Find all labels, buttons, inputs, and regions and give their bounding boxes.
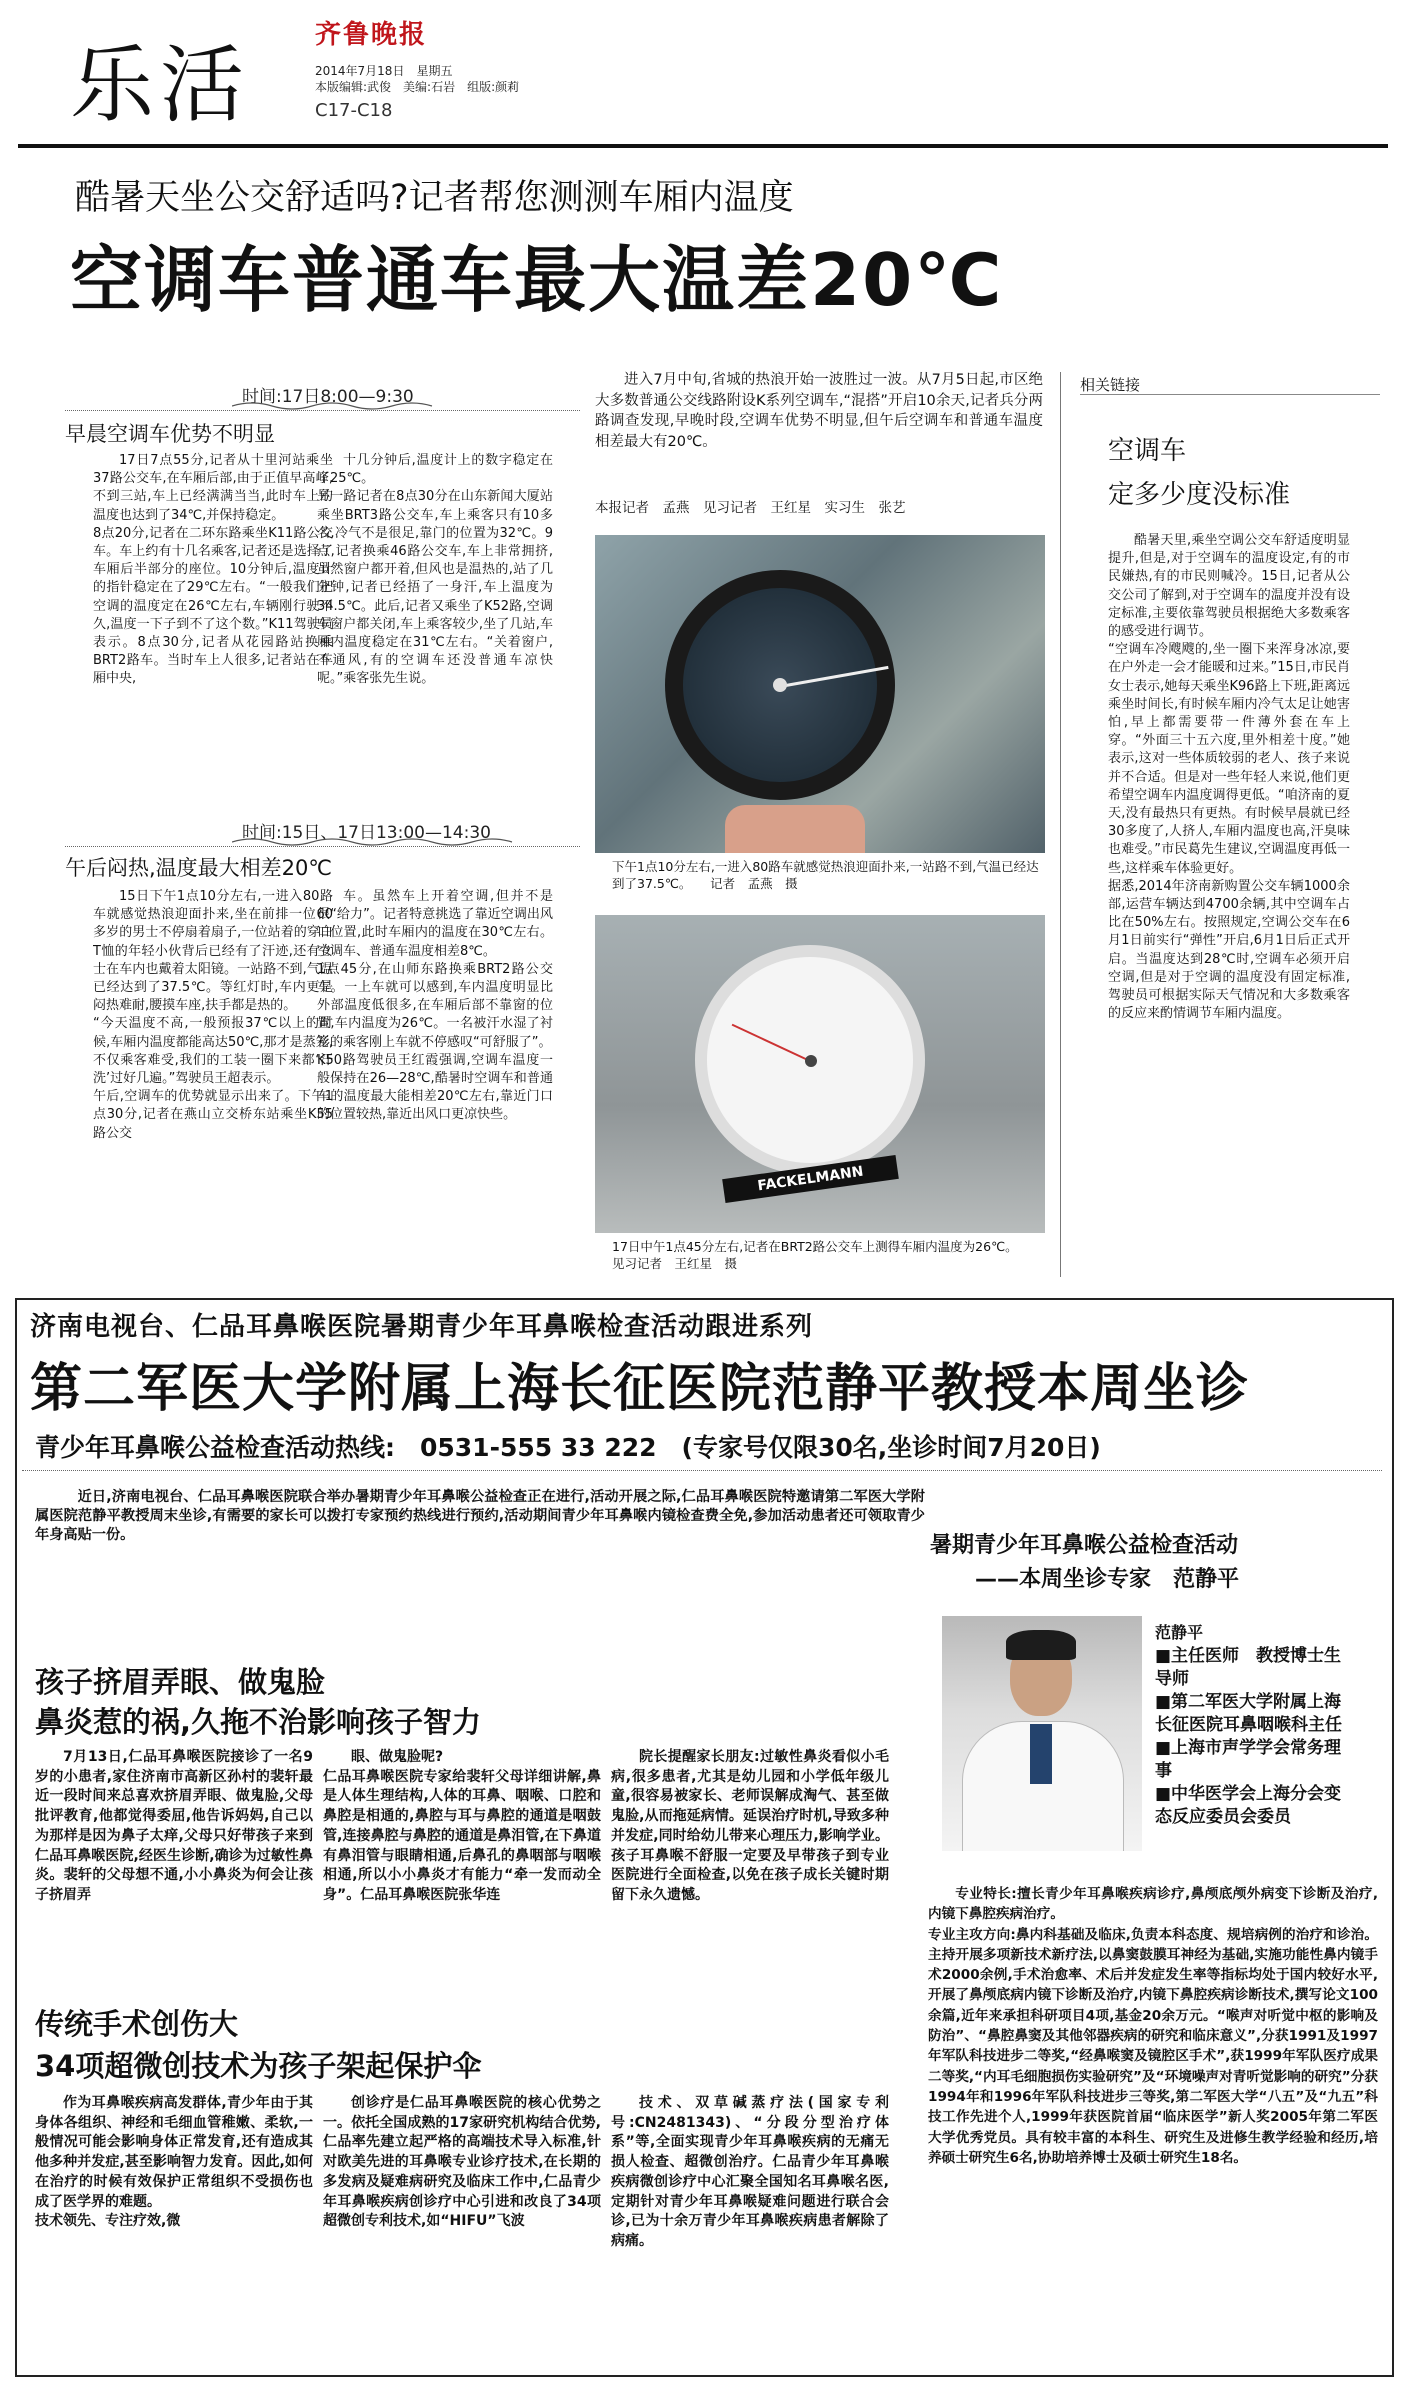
ad-intro: 近日,济南电视台、仁品耳鼻喉医院联合举办暑期青少年耳鼻喉公益检查正在进行,活动开展之际,仁品耳鼻喉医院特邀请第二军医大学附属医院范静平教授周末坐诊,有需要的家长可以拨打专家预约热线进行预约,活动期间青少年耳鼻喉内镜检查费全免,参加活动患者还可领取青少年身高贴一份。 (35, 1489, 925, 1543)
credential-item: ■中华医学会上海分会变态反应委员会委员 (1155, 1784, 1342, 1827)
sidebar-body: 酷暑天里,乘坐空调公交车舒适度明显提升,但是,对于空调车的温度设定,有的市民嫌热,有的市民则喊冷。15日,记者从公交公司了解到,对于空调车的温度并没有设定标准,主要依靠驾驶员根据绝大多数乘客的感受进行调节。 “空调车冷飕飕的,坐一圈下来浑身冰凉,要在户外走一会才能暖和过来。”15日,市民肖女士表示,她每天乘坐K96路上下班,距离远乘坐时间长,有时候车厢内冷气太足让她害怕,早上都需要带一件薄外套在车上穿。“外面三十五六度,里外相差十度。”她表示,这对一些体质较弱的老人、孩子来说并不合适。但是对一些年轻人来说,他们更希望空调车内温度调得更低。“咱济南的夏天,没有最热只有更热。有时候早晨就已经30多度了,人挤人,车厢内温度也高,汗臭味也难受。”市民葛先生建议,空调温度再低一些,这样乘车体验更好。 据悉,2014年济南新购置公交车辆1000余部,运营车辆达到4700余辆,其中空调车占比在50%左右。按照规定,空调公交车在6月1日前实行“弹性”开启,6月1日后正式开启。当温度达到28℃时,空调车必须开启空调,但是对于空调的温度没有固定标准,驾驶员可根据实际天气情况和大多数乘客的反应来酌情调节车厢内温度。 (1108, 533, 1350, 1022)
expert-biography: 专业特长:擅长青少年耳鼻喉疾病诊疗,鼻颅底颅外病变下诊断及治疗,内镜下鼻腔疾病治疗。 专业主攻方向:鼻内科基础及临床,负责本科态度、规培病例的治疗和诊治。主持开展多项新技术新疗法,以鼻窦鼓膜耳神经为基础,实施功能性鼻内镜手术2000余例,手术治愈率、术后并发症发生率等指标均处于国内较好水平,开展了鼻颅底病内镜下诊断及治疗,内镜下鼻腔疾病诊断技术,撰写论文100余篇,近年来承担科研项目4项,基金20余万元。“喉声对听觉中枢的影响及防治”、“鼻腔鼻窦及其他邻器疾病的研究和临床意义”,分获1991及1997年军队科技进步二等奖,“经鼻喉窦及镜腔区手术”,获1999年军队医疗成果二等奖,“内耳毛细胞损伤实验研究”及“环境噪声对青听觉影响的研究”分获1994年和1996年军队科技进步三等奖,第二军医大学“八五”及“九五”科技工作先进个人,1999年获医院首届“临床医学”新人奖2005年第二军医大学优秀党员。具有较丰富的本科生、研究生及进修生教学经验和经历,培养硕士研究生6名,协助培养博士及硕士研究生18名。 (928, 1886, 1378, 2166)
ad-divider (22, 1470, 1382, 1472)
credential-item: ■第二军医大学附属上海长征医院耳鼻咽喉科主任 (1155, 1692, 1342, 1735)
morning-heading: 早晨空调车优势不明显 (65, 422, 275, 446)
thermometer-photo-top (595, 535, 1045, 853)
morning-time-label: 时间:17日8:00—9:30 (242, 387, 414, 407)
afternoon-heading: 午后闷热,温度最大相差20℃ (65, 856, 332, 880)
morning-time-stamp (242, 382, 472, 406)
ad-subhead1-line1: 孩子挤眉弄眼、做鬼脸 (35, 1665, 326, 1699)
lead-paragraph: 进入7月中旬,省城的热浪开始一波胜过一波。从7月5日起,市区绝大多数普通公交线路附设K系列空调车,“混搭”开启10余天,记者兵分两路调查发现,早晚时段,空调车优势不明显,但午后空调车和普通车温度相差最大有20℃。 (595, 372, 1043, 450)
hand-shape (725, 805, 865, 853)
ad-subhead2-line2: 34项超微创技术为孩子架起保护伞 (35, 2049, 482, 2083)
expert-name: 范静平 (1155, 1623, 1204, 1642)
afternoon-column-1: 15日下午1点10分左右,一进入80路车就感觉热浪迎面扑来,坐在前排一位60多岁的男士不停扇着扇子,一位站着的穿白T恤的年轻小伙背后已经有了汗迹,还有女士在车内也戴着太阳镜。一站路不到,气温已经达到了37.5℃。等红灯时,车内更是闷热难耐,腰摸车座,扶手都是热的。 “今天温度不高,一般预报37℃以上的时候,车厢内温度都能高达50℃,那才是蒸笼,不仅乘客难受,我们的工装一圈下来都‘汗洗’过好几遍。”驾驶员王超表示。 午后,空调车的优势就显示出来了。下午1点30分,记者在燕山立交桥东站乘坐K55路公交 (93, 889, 333, 1141)
headline-title: 空调车普通车最大温差20℃ (70, 238, 1004, 322)
credential-item: ■上海市声学学会常务理事 (1155, 1738, 1342, 1781)
expert-box-title2: ——本周坐诊专家 范静平 (975, 1567, 1240, 1592)
newspaper-logo: 齐鲁晚报 (315, 20, 428, 50)
afternoon-column-2: 车。虽然车上开着空调,但并不是很“给力”。记者特意挑选了靠近空调出风口位置,此时车厢内的温度在30℃左右。空调车、普通车温度相差8℃。 1点45分,在山师东路换乘BRT2路公交车。一上车就可以感到,车内温度明显比外部温度低很多,在车厢后部不靠窗的位置,车内温度为26℃。一名被汗水湿了衬衫的乘客刚上车就不停感叹“可舒服了”。 K50路驾驶员王红霞强调,空调车温度一般保持在26—28℃,酷暑时空调车和普通车的温度最大能相差20℃左右,靠近门口的位置较热,靠近出风口更凉快些。 (317, 889, 553, 1123)
thermometer-dial-icon (665, 570, 895, 800)
thermometer-dial-icon (695, 945, 925, 1175)
editor-credits: 本版编辑:武俊 美编:石岩 组版:颜莉 (315, 80, 520, 94)
ad-sub2-column-1: 作为耳鼻喉疾病高发群体,青少年由于其身体各组织、神经和毛细血管稚嫩、柔软,一般情况可能会影响身体正常发育,还有造成其他多种并发症,甚至影响智力发育。因此,如何在治疗的时候有效保护正常组织不受损伤也成了医学界的难题。 技术领先、专注疗效,微 (35, 2095, 313, 2230)
expert-portrait (942, 1616, 1142, 1851)
thermometer-photo-bottom (595, 915, 1045, 1233)
afternoon-time-stamp (242, 818, 552, 842)
ad-sub1-column-1: 7月13日,仁品耳鼻喉医院接诊了一名9岁的小患者,家住济南市高新区孙村的裴轩最近一段时间来总喜欢挤眉弄眼、做鬼脸,父母批评教育,他都觉得委屈,他告诉妈妈,自己以为那样是因为鼻子太痒,父母只好带孩子来到仁品耳鼻喉医院,经医生诊断,确诊为过敏性鼻炎。裴轩的父母想不通,小小鼻炎为何会让孩子挤眉弄 (35, 1749, 313, 1903)
ad-sub2-column-3: 技术、双草碱蒸疗法(国家专利号:CN2481343)、“分段分型治疗体系”等,全面实现青少年耳鼻喉疾病的无痛无损人检查、超微创治疗。仁品青少年耳鼻喉疾病微创诊疗中心汇聚全国知名耳鼻喉名医,定期针对青少年耳鼻喉疑难问题进行联合会诊,已为十余万青少年耳鼻喉疾病患者解除了病痛。 (611, 2095, 889, 2249)
photo-caption-top: 下午1点10分左右,一进入80路车就感觉热浪迎面扑来,一站路不到,气温已经达到了37.5℃。 记者 孟燕 摄 (612, 859, 1039, 891)
ad-sub1-column-3: 院长提醒家长朋友:过敏性鼻炎看似小毛病,很多患者,尤其是幼儿园和小学低年级儿童,很容易被家长、老师误解成淘气、甚至做鬼脸,从而拖延病情。延误治疗时机,导致多种并发症,同时给幼儿带来心理压力,影响学业。孩子耳鼻喉不舒服一定要及早带孩子到专业医院进行全面检查,以免在孩子成长关键时期留下永久遗憾。 (611, 1749, 889, 1903)
afternoon-time-label: 时间:15日、17日13:00—14:30 (242, 823, 491, 843)
afternoon-divider (65, 846, 580, 848)
credential-item: ■主任医师 教授博士生导师 (1155, 1646, 1342, 1689)
masthead-rule (18, 144, 1388, 148)
morning-column-2: 十几分钟后,温度计上的数字稳定在了25℃。 另一路记者在8点30分在山东新闻大厦站乘坐BRT3路公交车,车上乘客只有10多名,冷气不是很足,靠门的位置为32℃。9点,记者换乘46路公交车,车上非常拥挤,虽然窗户都开着,但风也是温热的,站了几分钟,记者已经捂了一身汗,车上温度为34.5℃。此后,记者又乘坐了K52路,空调车窗户都关闭,车上乘客较少,坐了几站,车厢内温度稳定在31℃左右。“关着窗户,不通风,有的空调车还没普通车凉快呢。”乘客张先生说。 (317, 453, 553, 687)
morning-column-1: 17日7点55分,记者从十里河站乘坐37路公交车,在车厢后部,由于正值早高峰,不到三站,车上已经满满当当,此时车上的温度也达到了34℃,并保持稳定。 8点20分,记者在二环东路乘坐K11路公交车。车上约有十几名乘客,记者还是选择了车厢后半部分的座位。10分钟后,温度计的指针稳定在了29℃左右。“一般我们把空调的温度定在26℃左右,车辆刚行驶不久,温度一下子到不了这个数。”K11驾驶员表示。8点30分,记者从花园路站换乘BRT2路车。当时车上人很多,记者站在车厢中央, (93, 453, 333, 687)
morning-divider (65, 410, 580, 412)
expert-credentials (1155, 1645, 1355, 1829)
ad-header: 济南电视台、仁品耳鼻喉医院暑期青少年耳鼻喉检查活动跟进系列 (30, 1312, 814, 1342)
section-title: 乐活 (70, 36, 251, 134)
ad-sub2-column-2: 创诊疗是仁品耳鼻喉医院的核心优势之一。依托全国成熟的17家研究机构结合优势,仁品率先建立起严格的高端技术导入标准,针对欧美先进的耳鼻喉专业诊疗技术,在长期的多发病及疑难病研究及临床工作中,仁品青少年耳鼻喉疾病创诊疗中心引进和改良了34项超微创专利技术,如“HIFU”飞波 (323, 2095, 601, 2230)
article-byline: 本报记者 孟燕 见习记者 王红星 实习生 张艺 (595, 500, 906, 516)
ad-sub1-column-2: 眼、做鬼脸呢? 仁品耳鼻喉医院专家给裴轩父母详细讲解,鼻是人体生理结构,人体的耳鼻、咽喉、口腔和鼻腔是相通的,鼻腔与耳与鼻腔的通道是咽鼓管,连接鼻腔与鼻腔的通道是鼻泪管,在下鼻道有鼻泪管与眼睛相通,后鼻孔的鼻咽部与咽喉相通,所以小小鼻炎才有能力“牵一发而动全身”。仁品耳鼻喉医院张华连 (323, 1749, 601, 1903)
ad-hotline: 青少年耳鼻喉公益检查活动热线: 0531-555 33 222 (专家号仅限30名,坐诊时间7月20日) (35, 1433, 1101, 1462)
photo-caption-bottom: 17日中午1点45分左右,记者在BRT2路公交车上测得车厢内温度为26℃。 见习记者 王红星 摄 (612, 1239, 1062, 1271)
headline-subtitle: 酷暑天坐公交舒适吗?记者帮您测测车厢内温度 (75, 178, 794, 218)
ad-subhead1-line2: 鼻炎惹的祸,久拖不治影响孩子智力 (35, 1705, 482, 1739)
ad-subhead2-line1: 传统手术创伤大 (35, 2007, 239, 2041)
issue-date: 2014年7月18日 星期五 (315, 64, 453, 78)
sidebar-title-line2: 定多少度没标准 (1108, 480, 1291, 510)
thermometer-brand-label: FACKELMANN (722, 1155, 899, 1203)
sidebar-tag: 相关链接 (1080, 374, 1380, 395)
ad-title: 第二军医大学附属上海长征医院范静平教授本周坐诊 (30, 1358, 1250, 1419)
sidebar-title-line1: 空调车 (1108, 436, 1187, 466)
page-range: C17-C18 (315, 100, 393, 121)
expert-box-title1: 暑期青少年耳鼻喉公益检查活动 (930, 1533, 1239, 1558)
